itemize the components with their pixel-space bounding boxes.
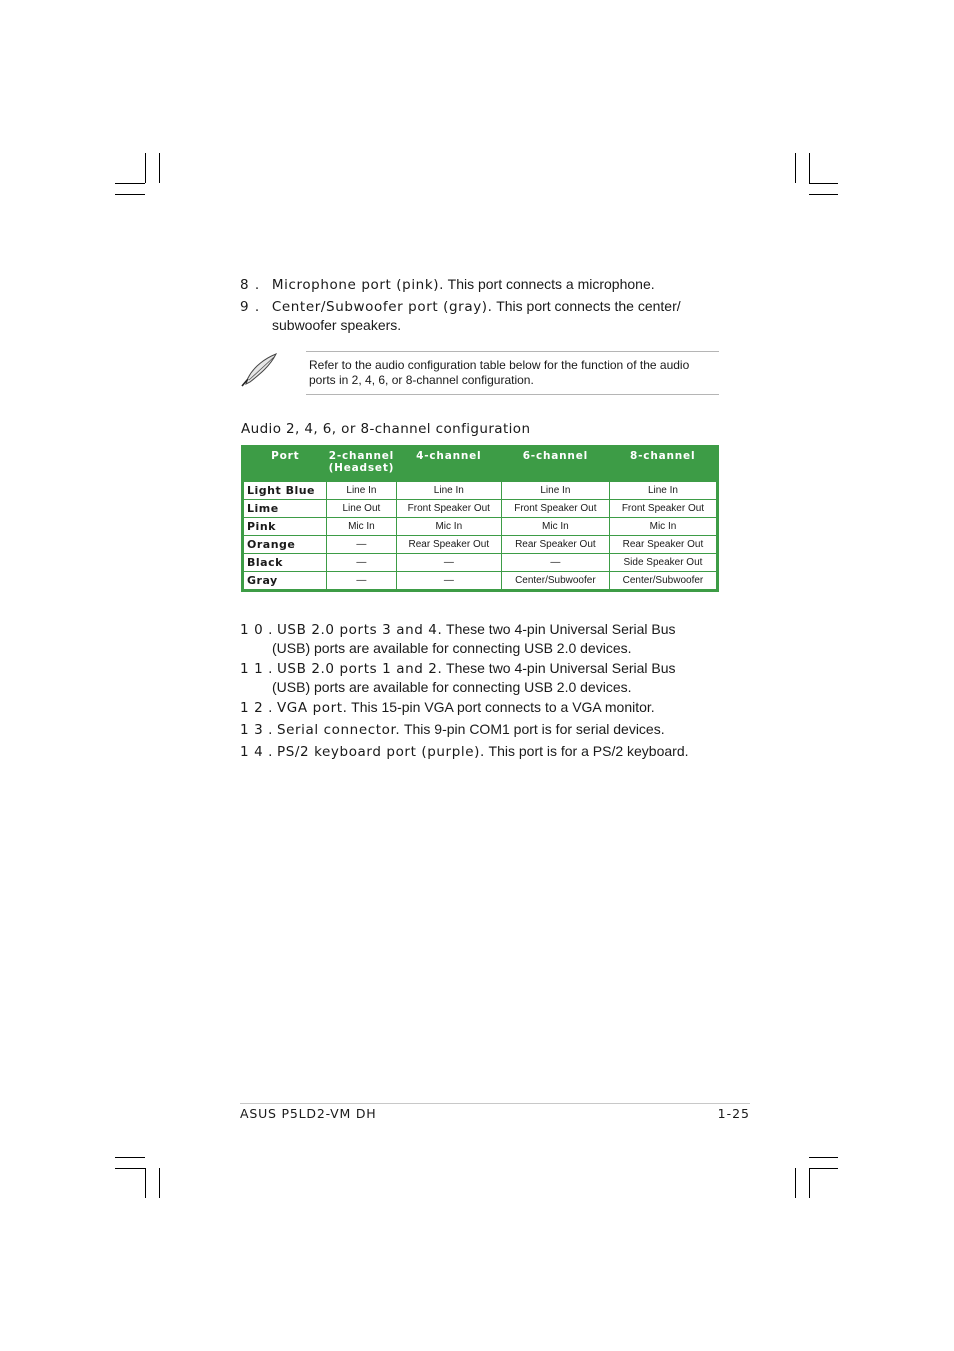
page-number: 1-25 [717, 1106, 750, 1121]
port-cell: Pink [243, 518, 327, 536]
table-header-row [243, 447, 718, 482]
footer-product-name: ASUS P5LD2-VM DH [240, 1106, 377, 1121]
table-cell: Front Speaker Out [501, 500, 609, 518]
table-row [243, 500, 718, 518]
item-number: 1 4 . [240, 744, 274, 760]
item-body: This 9-pin COM1 port is for serial devices. [400, 721, 665, 737]
item-body-continued: (USB) ports are available for connecting USB 2.0 devices. [272, 640, 632, 656]
item-title: Microphone port (pink). [271, 277, 444, 293]
table-cell: Mic In [327, 518, 397, 536]
item-body: This 15-pin VGA port connects to a VGA monitor. [347, 699, 655, 715]
table-row [243, 482, 718, 500]
table-cell: Rear Speaker Out [501, 536, 609, 554]
table-cell: Mic In [396, 518, 501, 536]
table-cell: Line Out [327, 500, 397, 518]
item-number: 9 . [240, 299, 261, 315]
col-header-4ch: 4-channel [396, 447, 501, 482]
table-cell: — [327, 572, 397, 591]
footer-divider [240, 1103, 750, 1104]
item-title: USB 2.0 ports 1 and 2. [276, 661, 443, 677]
item-body: This port is for a PS/2 keyboard. [484, 743, 689, 759]
table-cell: — [501, 554, 609, 572]
port-cell: Orange [243, 536, 327, 554]
table-cell: Line In [396, 482, 501, 500]
port-cell: Black [243, 554, 327, 572]
pen-feather-icon [240, 352, 280, 388]
port-cell: Lime [243, 500, 327, 518]
item-body-continued: subwoofer speakers. [272, 317, 402, 333]
table-cell: — [327, 554, 397, 572]
item-title: USB 2.0 ports 3 and 4. [276, 622, 443, 638]
item-title: Serial connector. [276, 722, 401, 738]
table-cell: — [396, 554, 501, 572]
note-text: Refer to the audio configuration table below for the function of the audio ports in 2, 4, 6, or 8-channel configuration. [309, 358, 690, 387]
table-cell: Line In [501, 482, 609, 500]
note-box [306, 351, 719, 395]
table-row [243, 518, 718, 536]
col-header-8ch: 8-channel [609, 447, 717, 482]
table-cell: Center/Subwoofer [609, 572, 717, 591]
col-header-2ch-label: 2-channel [328, 450, 395, 462]
item-title: PS/2 keyboard port (purple). [276, 744, 485, 760]
table-cell: Side Speaker Out [609, 554, 717, 572]
list-item [240, 297, 720, 334]
table-cell: Rear Speaker Out [609, 536, 717, 554]
list-item [240, 698, 720, 717]
list-item [240, 742, 720, 761]
list-item [240, 275, 720, 294]
col-header-6ch: 6-channel [501, 447, 609, 482]
table-row [243, 554, 718, 572]
table-cell: — [327, 536, 397, 554]
item-title: VGA port. [276, 700, 348, 716]
col-header-2ch-sub: (Headset) [328, 462, 395, 474]
item-body-continued: (USB) ports are available for connecting USB 2.0 devices. [272, 679, 632, 695]
item-number: 1 2 . [240, 700, 274, 716]
item-body: These two 4-pin Universal Serial Bus [442, 621, 676, 637]
config-table-title: Audio 2, 4, 6, or 8-channel configuration [241, 421, 531, 437]
item-body: This port connects the center/ [492, 298, 681, 314]
table-cell: Mic In [609, 518, 717, 536]
item-title: Center/Subwoofer port (gray). [271, 299, 493, 315]
table-cell: Rear Speaker Out [396, 536, 501, 554]
list-item [240, 620, 720, 657]
table-cell: Mic In [501, 518, 609, 536]
col-header-port: Port [243, 447, 327, 482]
item-number: 1 1 . [240, 661, 274, 677]
port-cell: Gray [243, 572, 327, 591]
port-cell: Light Blue [243, 482, 327, 500]
audio-config-table [241, 445, 719, 592]
item-body: These two 4-pin Universal Serial Bus [442, 660, 676, 676]
item-number: 1 3 . [240, 722, 274, 738]
table-cell: Front Speaker Out [396, 500, 501, 518]
list-item [240, 720, 720, 739]
table-row [243, 572, 718, 591]
list-item [240, 659, 720, 696]
table-cell: Front Speaker Out [609, 500, 717, 518]
table-cell: Center/Subwoofer [501, 572, 609, 591]
item-number: 1 0 . [240, 622, 274, 638]
item-body: This port connects a microphone. [444, 276, 655, 292]
table-row [243, 536, 718, 554]
table-cell: Line In [609, 482, 717, 500]
table-cell: — [396, 572, 501, 591]
table-cell: Line In [327, 482, 397, 500]
col-header-2ch [327, 447, 397, 482]
item-number: 8 . [240, 277, 261, 293]
